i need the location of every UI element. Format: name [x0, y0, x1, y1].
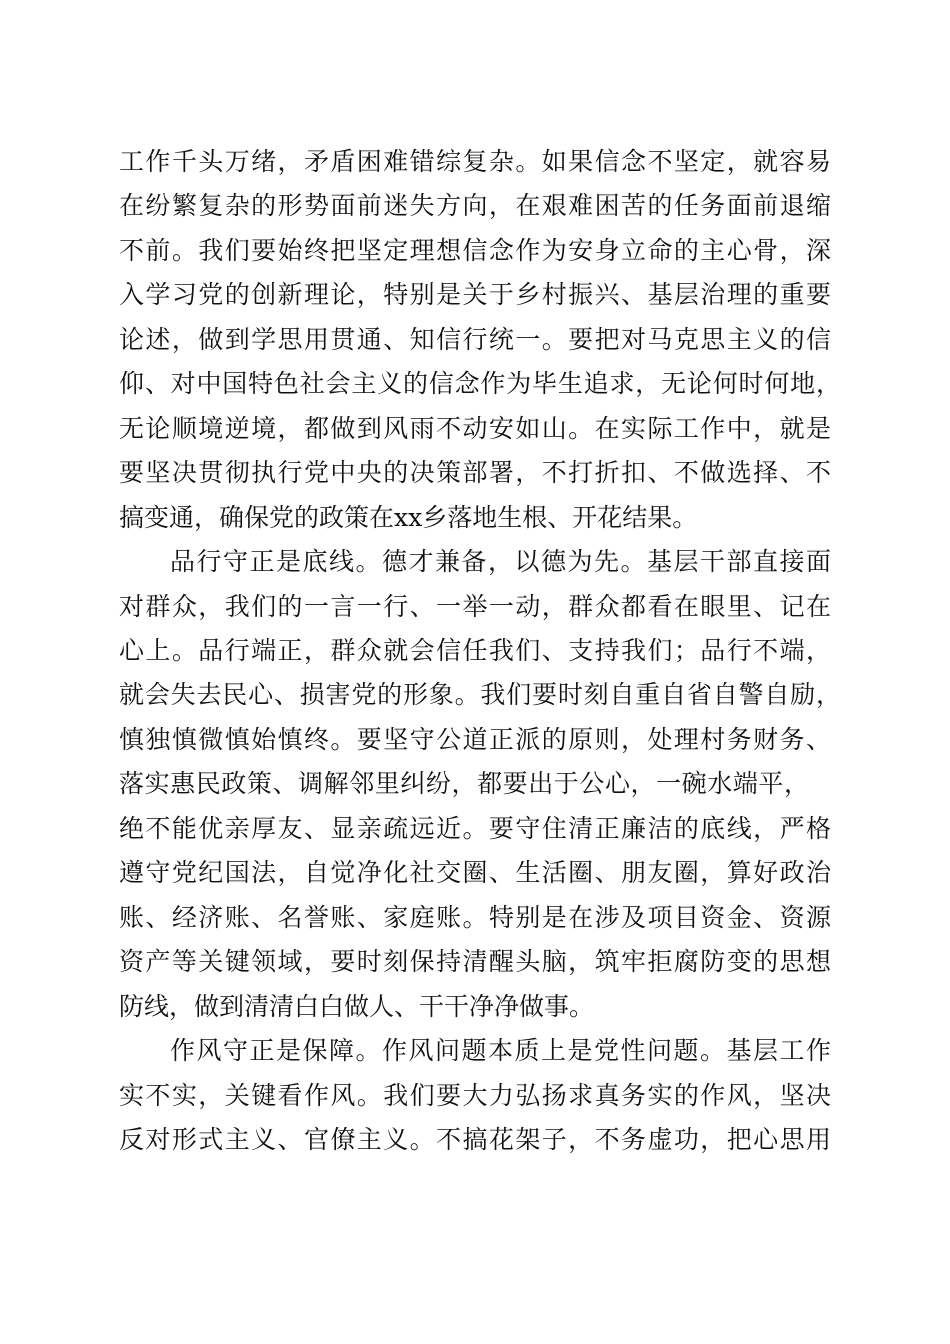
text-line [0, 896, 950, 940]
line-text: 落实惠民政策、调解邻里纠纷，都要出于公心，一碗水端平， [119, 769, 810, 798]
text-line [0, 407, 950, 451]
text-line [0, 540, 950, 584]
text-line [0, 318, 950, 362]
text-line [0, 1118, 950, 1162]
line-text: 实不实，关键看作风。我们要大力弘扬求真务实的作风，坚决 [119, 1081, 833, 1110]
line-text: 账、经济账、名誉账、家庭账。特别是在涉及项目资金、资源 [119, 903, 833, 932]
text-line [0, 807, 950, 851]
line-text: 资产等关键领域，要时刻保持清醒头脑，筑牢拒腐防变的思想 [119, 947, 833, 976]
line-text: 无论顺境逆境，都做到风雨不动安如山。在实际工作中，就是 [119, 414, 833, 443]
text-line [0, 851, 950, 895]
line-text: 对群众，我们的一言一行、一举一动，群众都看在眼里、记在 [119, 592, 833, 621]
text-line [0, 762, 950, 806]
text-line [0, 229, 950, 273]
text-line [0, 673, 950, 717]
text-line [0, 184, 950, 228]
line-text: 搞变通，确保党的政策在xx乡落地生根、开花结果。 [119, 503, 698, 532]
line-text: 心上。品行端正，群众就会信任我们、支持我们；品行不端， [119, 636, 833, 665]
text-line [0, 1074, 950, 1118]
text-line [0, 940, 950, 984]
line-text: 仰、对中国特色社会主义的信念作为毕生追求，无论何时何地， [119, 369, 842, 398]
line-text: 反对形式主义、官僚主义。不搞花架子，不务虚功，把心思用 [119, 1125, 833, 1154]
text-line [0, 629, 950, 673]
line-text: 工作千头万绪，矛盾困难错综复杂。如果信念不坚定，就容易 [119, 147, 833, 176]
text-line [0, 273, 950, 317]
text-line [0, 985, 950, 1029]
text-line [0, 1029, 950, 1073]
line-text: 遵守党纪国法，自觉净化社交圈、生活圈、朋友圈，算好政治 [119, 858, 833, 887]
line-text: 就会失去民心、损害党的形象。我们要时刻自重自省自警自励， [119, 680, 842, 709]
line-text: 不前。我们要始终把坚定理想信念作为安身立命的主心骨，深 [119, 236, 833, 265]
line-text: 慎独慎微慎始慎终。要坚守公道正派的原则，处理村务财务、 [119, 725, 833, 754]
line-text: 在纷繁复杂的形势面前迷失方向，在艰难困苦的任务面前退缩 [119, 191, 833, 220]
line-text: 品行守正是底线。德才兼备，以德为先。基层干部直接面 [170, 547, 833, 576]
line-text: 防线，做到清清白白做人、干干净净做事。 [119, 992, 595, 1021]
text-line [0, 451, 950, 495]
text-line [0, 496, 950, 540]
text-line [0, 362, 950, 406]
line-text: 绝不能优亲厚友、显亲疏远近。要守住清正廉洁的底线，严格 [119, 814, 833, 843]
line-text: 论述，做到学思用贯通、知信行统一。要把对马克思主义的信 [119, 325, 833, 354]
text-line [0, 718, 950, 762]
text-line [0, 140, 950, 184]
line-text: 要坚决贯彻执行党中央的决策部署，不打折扣、不做选择、不 [119, 458, 833, 487]
line-text: 入学习党的创新理论，特别是关于乡村振兴、基层治理的重要 [119, 280, 833, 309]
line-text: 作风守正是保障。作风问题本质上是党性问题。基层工作 [170, 1036, 833, 1065]
text-line [0, 585, 950, 629]
